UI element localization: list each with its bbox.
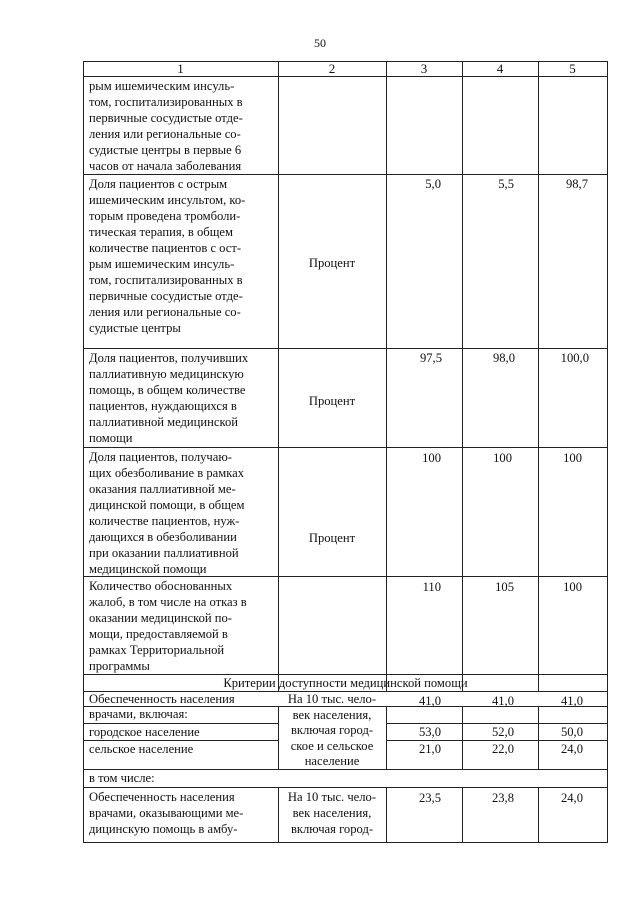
hline-bottom — [83, 842, 608, 843]
urban-v4: 52,0 — [491, 725, 514, 739]
row-2-v5: 98,7 — [565, 177, 588, 191]
hline-g1-vals — [386, 723, 608, 724]
row-5-v3: 110 — [422, 580, 441, 594]
group-v5: 41,0 — [560, 694, 583, 708]
row-1-text: рым ишемическим инсуль- том, госпитализированных в первичные сосудистые отде- ления или региональные со- судистые центры в первые 6 часов от начала заболевания — [89, 79, 243, 173]
last-row-v3: 23,5 — [418, 791, 441, 805]
last-row-v5: 24,0 — [560, 791, 583, 805]
row-3-v5: 100,0 — [560, 351, 589, 365]
section-title: Критерии доступности медицинской помощи — [223, 676, 468, 690]
row-2-unit: Процент — [308, 256, 356, 270]
row-3-v4: 98,0 — [492, 351, 515, 365]
last-row-text: Обеспеченность населения врачами, оказывающими ме- дицинскую помощь в амбу- — [89, 790, 244, 836]
row-5-text: Количество обоснованных жалоб, в том числе на отказ в оказании медицинской по- мощи, предоставляемой в рамках Территориальной программы — [89, 579, 247, 673]
hline-r1 — [83, 174, 608, 175]
col-header-1: 1 — [177, 61, 184, 76]
last-row-v4: 23,8 — [491, 791, 514, 805]
urban-v5: 50,0 — [560, 725, 583, 739]
row-3-v3: 97,5 — [419, 351, 442, 365]
row-2-v4: 5,5 — [498, 177, 514, 191]
vline-left — [83, 61, 84, 843]
rural-label: сельское население — [89, 742, 194, 756]
row-5-v5: 100 — [563, 580, 582, 594]
hline-header — [83, 76, 608, 77]
row-2-text: Доля пациентов с острым ишемическим инсультом, ко- торым проведена тромболи- тическая терапия, в общем количестве пациентов с ост- рым ишемическим инсуль- том, госпитализированных в первичные сосудистые отде- ления или региональные со- судистые центры — [89, 177, 246, 335]
hline-g2 — [83, 740, 278, 741]
hline-r2 — [83, 348, 608, 349]
hline-r3 — [83, 447, 608, 448]
col-header-4: 4 — [496, 61, 504, 76]
row-4-v5: 100 — [563, 451, 582, 465]
vline-1 — [278, 61, 279, 691]
hline-sub — [83, 787, 608, 788]
vline-3 — [462, 61, 463, 691]
row-4-text: Доля пациентов, получаю- щих обезболивание в рамках оказания паллиативной ме- дицинской помощи, в общем количестве пациентов, нуж- дающихся в обезболивании при оказании паллиативной медицинской помощи — [89, 450, 245, 576]
row-5-v4: 105 — [495, 580, 514, 594]
row-3-unit: Процент — [308, 394, 356, 408]
group-v4: 41,0 — [491, 694, 514, 708]
col-header-3: 3 — [420, 61, 428, 76]
group-v3: 41,0 — [418, 694, 441, 708]
vline-right — [607, 61, 608, 843]
subheading: в том числе: — [89, 771, 155, 785]
col-header-2: 2 — [328, 61, 336, 76]
page-number: 50 — [314, 36, 326, 50]
group-title: Обеспеченность населения врачами, включая: — [89, 692, 235, 721]
vline-2 — [386, 61, 387, 691]
hline-g2-vals — [386, 740, 608, 741]
urban-v3: 53,0 — [418, 725, 441, 739]
row-4-v3: 100 — [422, 451, 441, 465]
hline-r5 — [83, 674, 608, 675]
group-unit: На 10 тыс. чело- век населения, включая город- ское и сельское население — [287, 692, 377, 768]
rural-v4: 22,0 — [491, 742, 514, 756]
row-4-unit: Процент — [308, 531, 356, 545]
col-header-5: 5 — [569, 61, 576, 76]
row-4-v4: 100 — [493, 451, 512, 465]
rural-v3: 21,0 — [418, 742, 441, 756]
urban-label: городское население — [89, 725, 200, 739]
row-3-text: Доля пациентов, получивших паллиативную медицинскую помощь, в общем количестве пациентов, нуждающихся в паллиативной медицинской помощи — [89, 351, 249, 445]
hline-g1 — [83, 723, 278, 724]
rural-v5: 24,0 — [560, 742, 583, 756]
vline-4 — [538, 61, 539, 691]
last-row-unit: На 10 тыс. чело- век населения, включая город- — [287, 790, 377, 836]
row-2-v3: 5,0 — [425, 177, 441, 191]
